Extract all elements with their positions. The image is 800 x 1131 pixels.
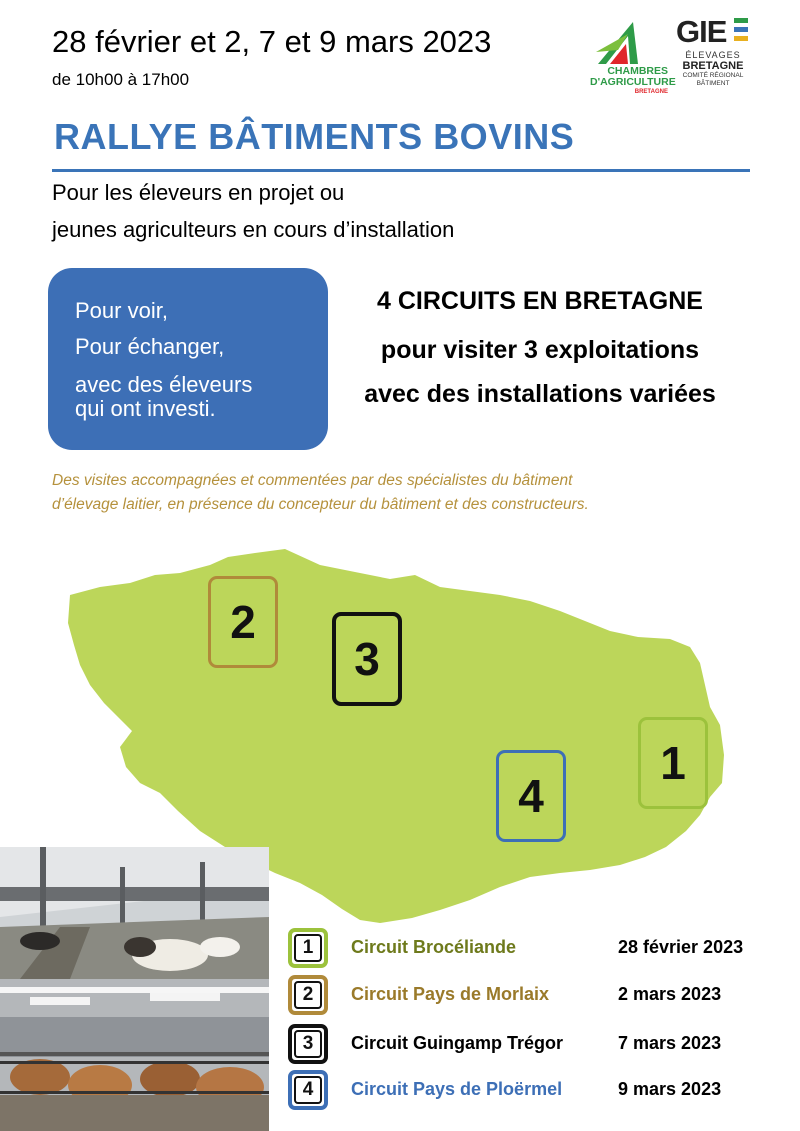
map-marker-1 <box>638 717 708 809</box>
legend-badge-1-label: 1 <box>302 937 314 958</box>
map-marker-4 <box>496 750 566 842</box>
purpose-line-2: Pour échanger, <box>75 334 225 359</box>
map-marker-4-label: 4 <box>518 770 544 822</box>
legend-name-4: Circuit Pays de Ploërmel <box>351 1079 563 1099</box>
purpose-line-1: Pour voir, <box>75 298 168 323</box>
legend-row-3 <box>288 1024 788 1064</box>
legend-badge-3-label: 3 <box>302 1033 314 1054</box>
purpose-box <box>48 268 328 450</box>
map-marker-3 <box>332 612 402 706</box>
legend-badge-4-label: 4 <box>302 1079 314 1100</box>
gie-logo-mark: GIE <box>676 14 727 49</box>
legend-badge-2 <box>288 975 328 1015</box>
page-title: RALLYE BÂTIMENTS BOVINS <box>54 116 575 157</box>
legend-name-3: Circuit Guingamp Trégor <box>351 1033 564 1053</box>
purpose-line-4: qui ont investi. <box>75 396 216 421</box>
gie-logo <box>676 14 756 100</box>
event-hours: de 10h00 à 17h00 <box>52 70 190 89</box>
gie-logo-line2: BRETAGNE <box>682 60 744 72</box>
legend-name-2: Circuit Pays de Morlaix <box>351 984 550 1004</box>
chambres-agriculture-logo <box>578 14 676 98</box>
description-line-1: Des visites accompagnées et commentées par des spécialistes du bâtiment <box>52 472 573 489</box>
circuits-heading-2: pour visiter 3 exploitations <box>380 336 700 364</box>
gie-stripes-icon <box>734 18 748 42</box>
barn-photos <box>0 847 269 1131</box>
audience-line-2: jeunes agriculteurs en cours d’installation <box>52 217 455 242</box>
map-marker-2 <box>208 576 278 668</box>
legend-date-4: 9 mars 2023 <box>618 1079 722 1099</box>
legend-badge-1 <box>288 928 328 968</box>
circuits-heading-1: 4 CIRCUITS EN BRETAGNE <box>377 287 703 315</box>
legend-date-3: 7 mars 2023 <box>618 1033 722 1053</box>
legend-row-1 <box>288 928 788 968</box>
circuits-heading-3: avec des installations variées <box>364 380 716 408</box>
legend-date-2: 2 mars 2023 <box>618 984 722 1004</box>
chambres-logo-line3: BRETAGNE <box>634 89 668 95</box>
purpose-line-3: avec des éleveurs <box>75 372 253 397</box>
chambres-logo-line2: D'AGRICULTURE <box>590 76 676 88</box>
legend-name-1: Circuit Brocéliande <box>351 937 517 957</box>
map-marker-2-label: 2 <box>230 596 256 648</box>
map-marker-3-label: 3 <box>354 633 380 685</box>
legend-row-4 <box>288 1070 788 1110</box>
gie-logo-line4: BÂTIMENT <box>696 80 730 87</box>
legend-date-1: 28 février 2023 <box>618 937 744 957</box>
legend-badge-3 <box>288 1024 328 1064</box>
legend-badge-2-label: 2 <box>302 984 314 1005</box>
chambres-logo-line1: CHAMBRES <box>607 65 668 77</box>
gie-logo-line3: COMITÉ RÉGIONAL <box>682 72 744 79</box>
map-marker-1-label: 1 <box>660 737 686 789</box>
legend-row-2 <box>288 975 788 1015</box>
chambres-logo-mark-icon <box>578 14 668 66</box>
gie-logo-line1: ÉLEVAGES <box>685 50 741 60</box>
title-divider <box>52 169 750 172</box>
legend-badge-4 <box>288 1070 328 1110</box>
description-line-2: d’élevage laitier, en présence du concepteur du bâtiment et des constructeurs. <box>52 496 589 513</box>
barn-photo-image <box>0 847 269 1131</box>
event-dates: 28 février et 2, 7 et 9 mars 2023 <box>52 24 492 59</box>
audience-line-1: Pour les éleveurs en projet ou <box>52 180 345 205</box>
